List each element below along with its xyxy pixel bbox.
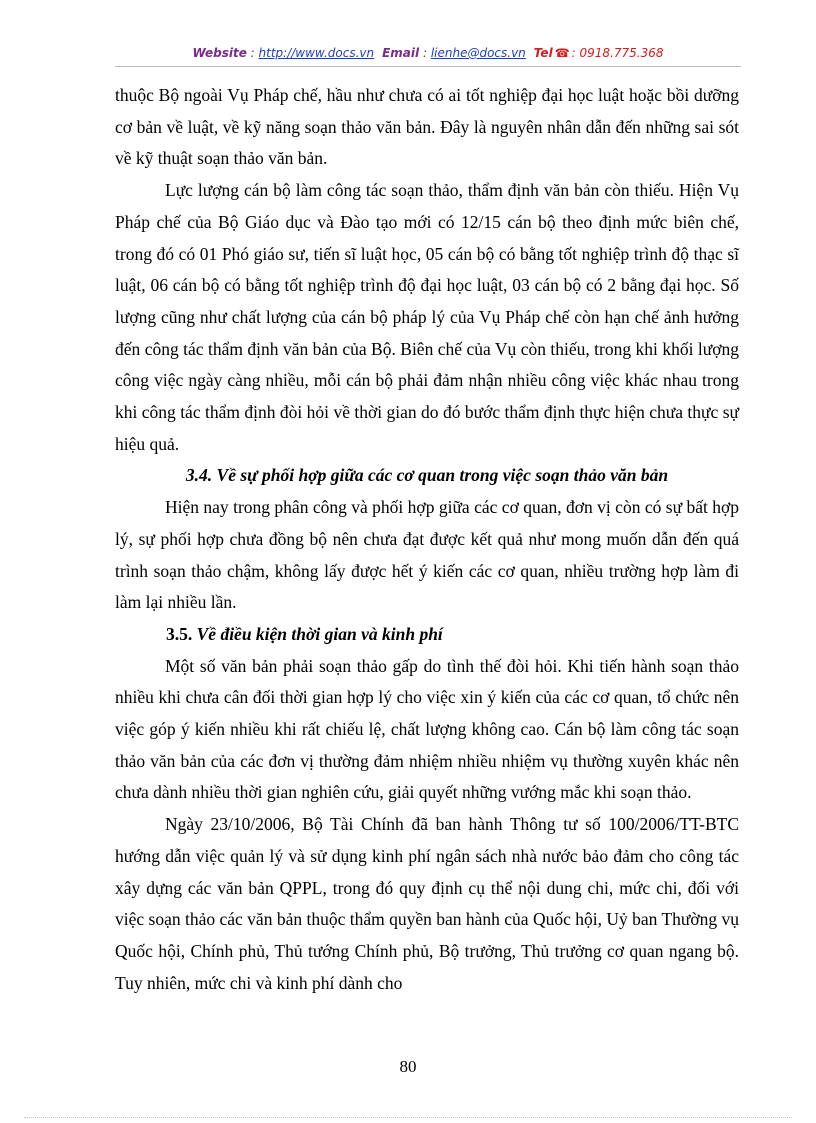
website-link[interactable]: http://www.docs.vn [258,46,375,60]
paragraph-4: Một số văn bản phải soạn thảo gấp do tình thế đòi hỏi. Khi tiến hành soạn thảo nhiều khi chưa cân đối thời gian hợp lý cho việc xin ý kiến của các cơ quan, tổ chức nên việc góp ý kiến nhiều khi rất chiếu lệ, chất lượng không cao. Cán bộ làm công tác soạn thảo văn bản của các đơn vị thường đảm nhiệm nhiều nhiệm vụ thường xuyên khác nên chưa dành nhiều thời gian nghiên cứu, giải quyết những vướng mắc khi soạn thảo. [115,655,739,803]
section-heading-3-5 [115,619,739,651]
paragraph-5: Ngày 23/10/2006, Bộ Tài Chính đã ban hành Thông tư số 100/2006/TT-BTC hướng dẫn việc quản lý và sử dụng kinh phí ngân sách nhà nước bảo đảm cho công tác xây dựng các văn bản QPPL, trong đó quy định cụ thể nội dung chi, mức chi, đối với việc soạn thảo các văn bản thuộc thẩm quyền ban hành của Quốc hội, Uỷ ban Thường vụ Quốc hội, Chính phủ, Thủ tướng Chính phủ, Bộ trưởng, Thủ trưởng cơ quan ngang bộ. Tuy nhiên, mức chi và kinh phí dành cho [115,814,739,993]
tel-label: Tel [533,46,553,60]
paragraph-3: Hiện nay trong phân công và phối hợp giữa các cơ quan, đơn vị còn có sự bất hợp lý, sự phối hợp chưa đồng bộ nên chưa đạt được kết quả như mong muốn dẫn đến quá trình soạn thảo chậm, không lấy được hết ý kiến các cơ quan, nhiều trường hợp làm đi làm lại nhiều lần. [115,497,739,613]
page-header [115,44,741,67]
email-label: Email [382,46,420,60]
document-body [115,80,739,999]
website-label: Website [192,46,247,60]
phone-number: : 0918.775.368 [571,46,664,60]
section-number-3-5: 3.5. [166,623,193,644]
paragraph-2: Lực lượng cán bộ làm công tác soạn thảo, thẩm định văn bản còn thiếu. Hiện Vụ Pháp chế của Bộ Giáo dục và Đào tạo mới có 12/15 cán bộ theo định mức biên chế, trong đó có 01 Phó giáo sư, tiến sĩ luật học, 05 cán bộ có bằng tốt nghiệp trình độ thạc sĩ luật, 06 cán bộ có bằng tốt nghiệp trình độ đại học luật, 03 cán bộ có 2 bằng đại học. Số lượng cũng như chất lượng của cán bộ pháp lý của Vụ Pháp chế còn hạn chế ảnh hưởng đến công tác thẩm định văn bản của Bộ. Biên chế của Vụ còn thiếu, trong khi khối lượng công việc ngày càng nhiều, mỗi cán bộ phải đảm nhận nhiều công việc khác nhau trong khi công tác thẩm định đòi hỏi về thời gian do đó bước thẩm định thực hiện chưa thực sự hiệu quả. [115,180,739,454]
section-heading-3-4: 3.4. Về sự phối hợp giữa các cơ quan trong việc soạn thảo văn bản [185,465,669,486]
phone-icon: ☎ [554,46,570,60]
footer-divider [24,1117,792,1118]
header-contact-line: Website : http://www.docs.vn Email : lienhe@docs.vn Tel ☎ : 0918.775.368 [192,46,664,60]
email-link[interactable]: lienhe@docs.vn [430,46,526,60]
section-title-3-5: Về điều kiện thời gian và kinh phí [196,623,443,644]
page-number: 80 [399,1057,417,1076]
paragraph-1: thuộc Bộ ngoài Vụ Pháp chế, hầu như chưa có ai tốt nghiệp đại học luật hoặc bồi dưỡng cơ bản về luật, về kỹ năng soạn thảo văn bản. Đây là nguyên nhân dẫn đến những sai sót về kỹ thuật soạn thảo văn bản. [115,85,739,169]
